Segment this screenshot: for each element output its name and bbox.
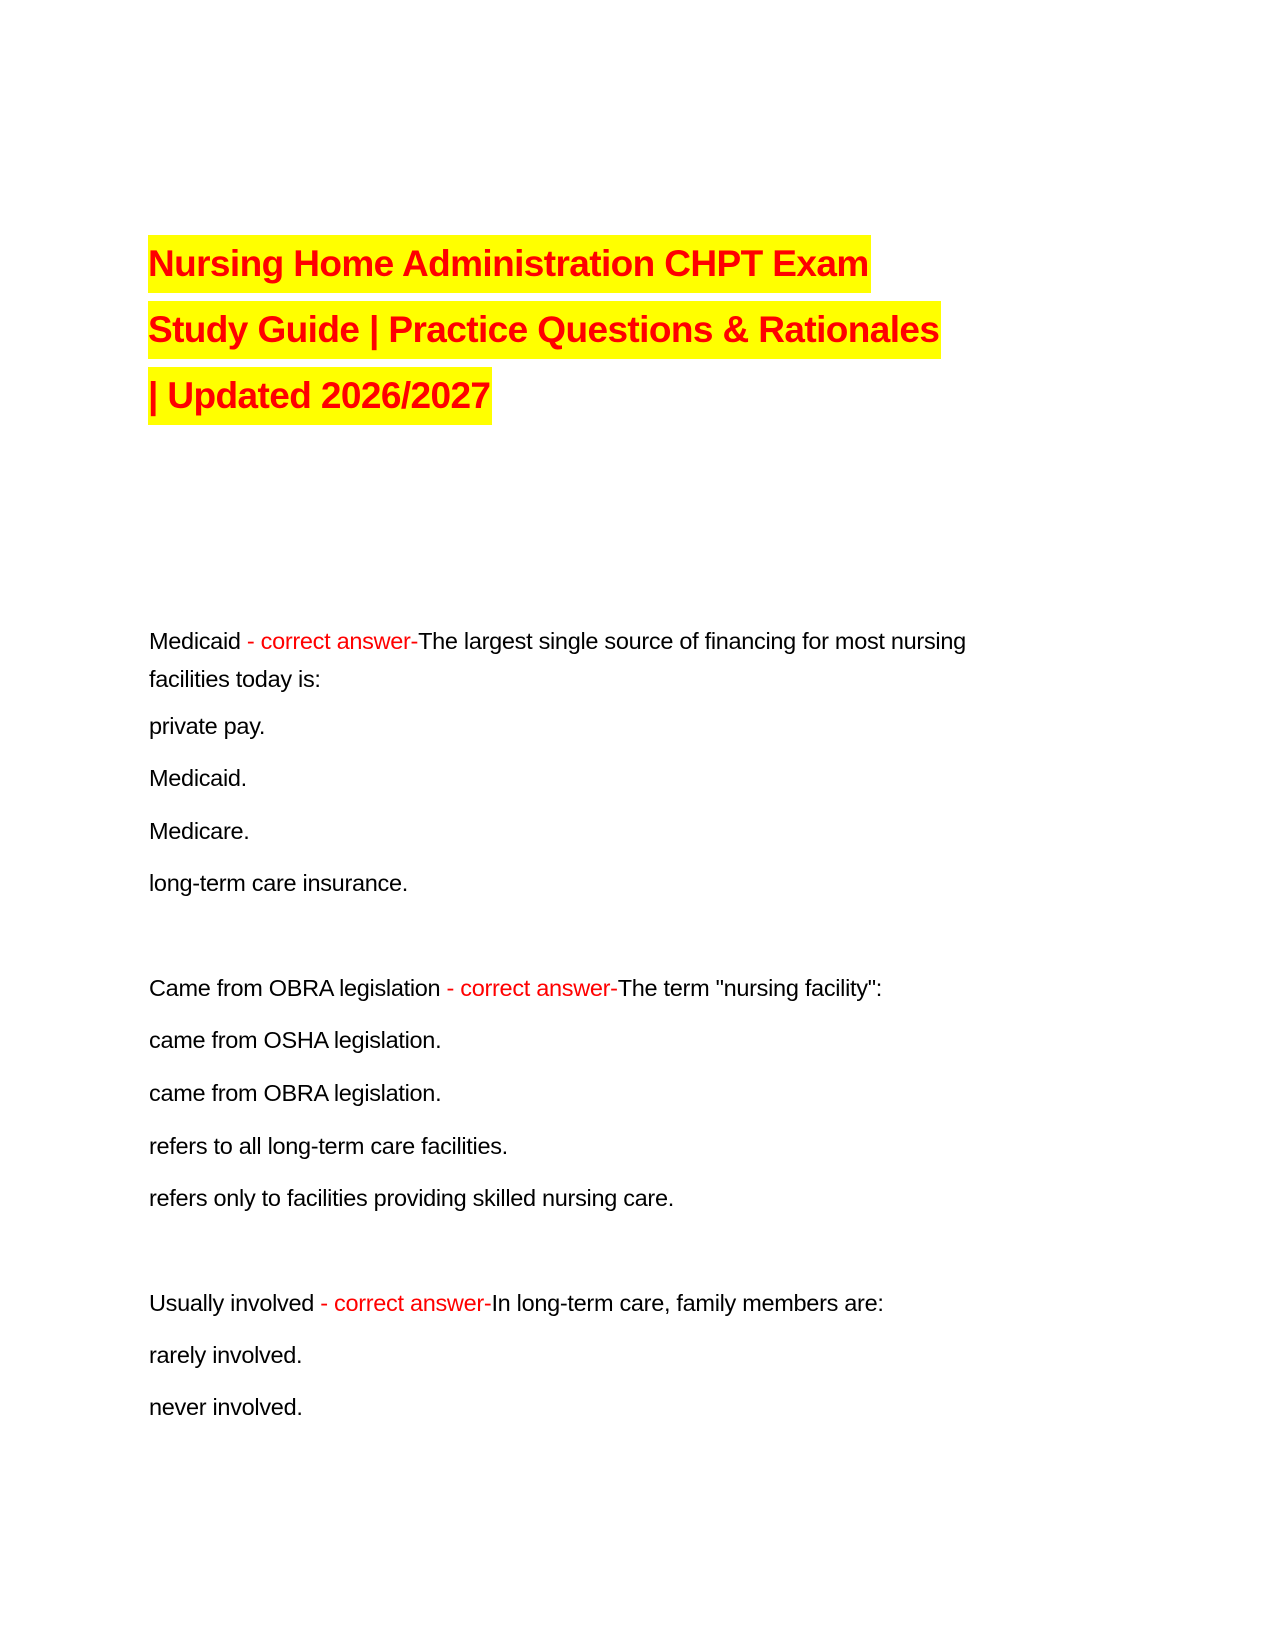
- option: refers to all long-term care facilities.: [149, 1133, 508, 1159]
- answer-text: Usually involved: [149, 1290, 315, 1316]
- option: refers only to facilities providing skilled nursing care.: [149, 1185, 674, 1211]
- option: long-term care insurance.: [149, 870, 408, 896]
- option: came from OBRA legislation.: [149, 1080, 442, 1106]
- correct-answer-marker: - correct answer-: [440, 975, 618, 1001]
- question-2: [149, 975, 882, 1002]
- correct-answer-marker: - correct answer-: [240, 628, 419, 654]
- title-line-2: Study Guide | Practice Questions & Rationales: [148, 301, 941, 359]
- question-text: The largest single source of financing for most nursing: [418, 628, 966, 654]
- question-text: The term "nursing facility":: [617, 975, 882, 1001]
- option: rarely involved.: [149, 1342, 303, 1368]
- option: never involved.: [149, 1394, 303, 1420]
- title-line-1: Nursing Home Administration CHPT Exam: [148, 235, 871, 293]
- option: private pay.: [149, 713, 266, 739]
- correct-answer-marker: - correct answer-: [314, 1290, 492, 1316]
- question-3: [149, 1290, 884, 1317]
- question-1: [149, 622, 966, 698]
- document-title: [148, 231, 1128, 429]
- title-line-3: | Updated 2026/2027: [148, 367, 492, 425]
- answer-text: Medicaid: [149, 628, 241, 654]
- answer-text: Came from OBRA legislation: [149, 975, 441, 1001]
- option: Medicaid.: [149, 765, 247, 791]
- option: came from OSHA legislation.: [149, 1027, 442, 1053]
- question-text: In long-term care, family members are:: [491, 1290, 884, 1316]
- option: Medicare.: [149, 818, 250, 844]
- question-text-cont: facilities today is:: [149, 666, 321, 692]
